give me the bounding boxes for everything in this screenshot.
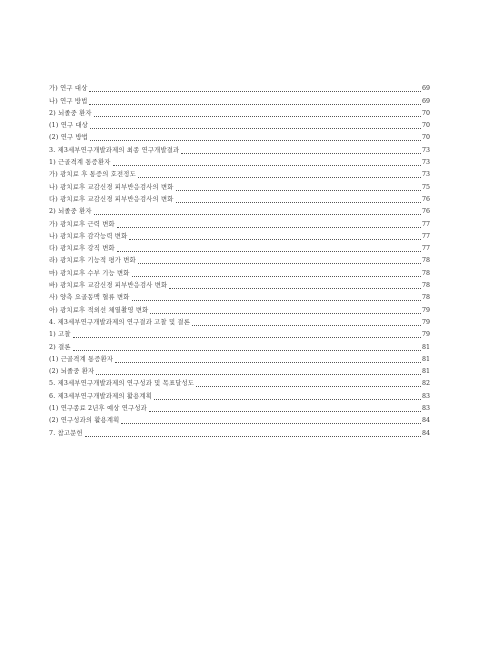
toc-dot-leader bbox=[132, 300, 421, 301]
toc-entry-page-number: 83 bbox=[421, 405, 430, 413]
toc-entry-title: 다) 광치료후 교감신경 피부반응검사의 변화 bbox=[49, 195, 174, 203]
toc-dot-leader bbox=[176, 190, 421, 191]
toc-entry-title: (1) 연구 대상 bbox=[49, 122, 89, 130]
toc-entry-page-number: 70 bbox=[421, 134, 430, 142]
toc-dot-leader bbox=[73, 337, 421, 338]
toc-dot-leader bbox=[96, 374, 421, 375]
toc-entry-page-number: 70 bbox=[421, 122, 430, 130]
toc-entry bbox=[49, 255, 430, 267]
toc-dot-leader bbox=[90, 128, 421, 129]
toc-entry-page-number: 84 bbox=[421, 429, 430, 437]
toc-entry-title: 2) 뇌졸중 환자 bbox=[49, 208, 92, 216]
toc-dot-leader bbox=[85, 436, 421, 437]
toc-entry bbox=[49, 378, 430, 390]
toc-dot-leader bbox=[115, 362, 421, 363]
toc-dot-leader bbox=[169, 288, 421, 289]
toc-entry-title: 바) 광치료후 교감신경 피부반응검사 변화 bbox=[49, 282, 168, 290]
toc-dot-leader bbox=[117, 251, 421, 252]
toc-entry bbox=[49, 243, 430, 255]
toc-entry-title: 1) 고찰 bbox=[49, 331, 71, 339]
toc-entry bbox=[49, 181, 430, 193]
toc-entry-page-number: 77 bbox=[421, 220, 430, 228]
toc-dot-leader bbox=[149, 411, 421, 412]
toc-entry-page-number: 70 bbox=[421, 109, 430, 117]
toc-entry-title: 아) 광치료후 적외선 체열촬영 변화 bbox=[49, 306, 149, 314]
toc-dot-leader bbox=[89, 104, 421, 105]
toc-entry-page-number: 79 bbox=[421, 306, 430, 314]
toc-entry-page-number: 78 bbox=[421, 294, 430, 302]
toc-entry-page-number: 76 bbox=[421, 195, 430, 203]
toc-entry-page-number: 81 bbox=[421, 343, 430, 351]
toc-entry-page-number: 69 bbox=[421, 85, 430, 93]
toc-entry bbox=[49, 218, 430, 230]
toc-entry bbox=[49, 120, 430, 132]
toc-entry-page-number: 83 bbox=[421, 392, 430, 400]
toc-entry-title: 4. 제3세부연구개발과제의 연구결과 고찰 및 결론 bbox=[49, 318, 190, 326]
toc-entry-title: 가) 연구 대상 bbox=[49, 85, 88, 93]
toc-entry-page-number: 81 bbox=[421, 355, 430, 363]
toc-entry-page-number: 73 bbox=[421, 146, 430, 154]
toc-entry-title: (2) 연구성과의 활용계획 bbox=[49, 417, 120, 425]
toc-entry bbox=[49, 304, 430, 316]
toc-entry bbox=[49, 366, 430, 378]
toc-entry bbox=[49, 292, 430, 304]
toc-dot-leader bbox=[94, 116, 421, 117]
toc-entry bbox=[49, 415, 430, 427]
toc-entry-page-number: 77 bbox=[421, 245, 430, 253]
toc-entry-title: 나) 연구 방법 bbox=[49, 97, 88, 105]
toc-dot-leader bbox=[121, 423, 421, 424]
toc-entry-page-number: 73 bbox=[421, 171, 430, 179]
toc-entry-title: 2) 결론 bbox=[49, 343, 71, 351]
toc-entry bbox=[49, 231, 430, 243]
toc-dot-leader bbox=[192, 325, 421, 326]
toc-entry-title: 마) 광치료후 수부 기능 변화 bbox=[49, 269, 130, 277]
toc-entry-page-number: 78 bbox=[421, 282, 430, 290]
toc-entry bbox=[49, 83, 430, 95]
toc-entry-page-number: 81 bbox=[421, 368, 430, 376]
toc-dot-leader bbox=[132, 276, 421, 277]
toc-dot-leader bbox=[113, 165, 421, 166]
toc-entry bbox=[49, 390, 430, 402]
toc-entry bbox=[49, 267, 430, 279]
toc-entry-page-number: 79 bbox=[421, 331, 430, 339]
toc-dot-leader bbox=[73, 350, 421, 351]
toc-dot-leader bbox=[181, 153, 421, 154]
toc-entry-page-number: 78 bbox=[421, 257, 430, 265]
toc-entry-page-number: 79 bbox=[421, 318, 430, 326]
toc-entry-title: 가) 광치료 후 통증의 호전정도 bbox=[49, 171, 136, 179]
toc-entry bbox=[49, 403, 430, 415]
toc-entry-title: 다) 광치료후 강직 변화 bbox=[49, 245, 115, 253]
toc-entry-page-number: 76 bbox=[421, 208, 430, 216]
toc-entry-page-number: 82 bbox=[421, 380, 430, 388]
toc-entry-page-number: 75 bbox=[421, 183, 430, 191]
toc-entry-title: (2) 뇌졸중 환자 bbox=[49, 368, 95, 376]
toc-entry-title: 2) 뇌졸중 환자 bbox=[49, 109, 92, 117]
toc-dot-leader bbox=[138, 177, 421, 178]
toc-entry bbox=[49, 108, 430, 120]
toc-entry-title: 사) 양측 요골동맥 혈류 변화 bbox=[49, 294, 130, 302]
toc-entry bbox=[49, 95, 430, 107]
toc-entry-title: (1) 근골격계 통증환자 bbox=[49, 355, 114, 363]
table-of-contents bbox=[49, 83, 430, 440]
toc-dot-leader bbox=[176, 202, 421, 203]
toc-entry-title: 가) 광치료후 근력 변화 bbox=[49, 220, 115, 228]
toc-entry bbox=[49, 144, 430, 156]
toc-dot-leader bbox=[94, 214, 421, 215]
toc-entry bbox=[49, 427, 430, 439]
toc-dot-leader bbox=[154, 399, 421, 400]
toc-entry bbox=[49, 169, 430, 181]
toc-entry bbox=[49, 206, 430, 218]
toc-entry-title: 라) 광치료후 기능적 평가 변화 bbox=[49, 257, 136, 265]
toc-dot-leader bbox=[90, 140, 421, 141]
toc-dot-leader bbox=[117, 227, 421, 228]
toc-entry bbox=[49, 354, 430, 366]
toc-entry-title: (2) 연구 방법 bbox=[49, 134, 89, 142]
toc-entry-title: (1) 연구종료 2년후 예상 연구성과 bbox=[49, 405, 147, 413]
toc-entry-page-number: 69 bbox=[421, 97, 430, 105]
toc-entry-title: 6. 제3세부연구개발과제의 활용계획 bbox=[49, 392, 152, 400]
toc-entry-page-number: 73 bbox=[421, 159, 430, 167]
toc-dot-leader bbox=[129, 239, 421, 240]
toc-entry bbox=[49, 317, 430, 329]
toc-entry-title: 1) 근골격계 통증환자 bbox=[49, 159, 111, 167]
toc-entry bbox=[49, 329, 430, 341]
toc-entry bbox=[49, 132, 430, 144]
toc-entry-title: 나) 광치료후 교감신경 피부반응검사의 변화 bbox=[49, 183, 174, 191]
toc-entry-title: 7. 참고문헌 bbox=[49, 429, 83, 437]
toc-entry bbox=[49, 280, 430, 292]
toc-entry-title: 3. 제3세부연구개발과제의 최종 연구개발결과 bbox=[49, 146, 180, 154]
toc-entry bbox=[49, 194, 430, 206]
toc-entry-title: 나) 광치료후 감각능력 변화 bbox=[49, 232, 128, 240]
toc-entry-title: 5. 제3세부연구개발과제의 연구성과 및 목표달성도 bbox=[49, 380, 195, 388]
toc-entry bbox=[49, 341, 430, 353]
toc-dot-leader bbox=[138, 263, 421, 264]
toc-dot-leader bbox=[89, 91, 421, 92]
toc-entry bbox=[49, 157, 430, 169]
toc-dot-leader bbox=[196, 386, 421, 387]
toc-entry-page-number: 84 bbox=[421, 417, 430, 425]
toc-entry-page-number: 78 bbox=[421, 269, 430, 277]
toc-entry-page-number: 77 bbox=[421, 232, 430, 240]
toc-dot-leader bbox=[150, 313, 421, 314]
